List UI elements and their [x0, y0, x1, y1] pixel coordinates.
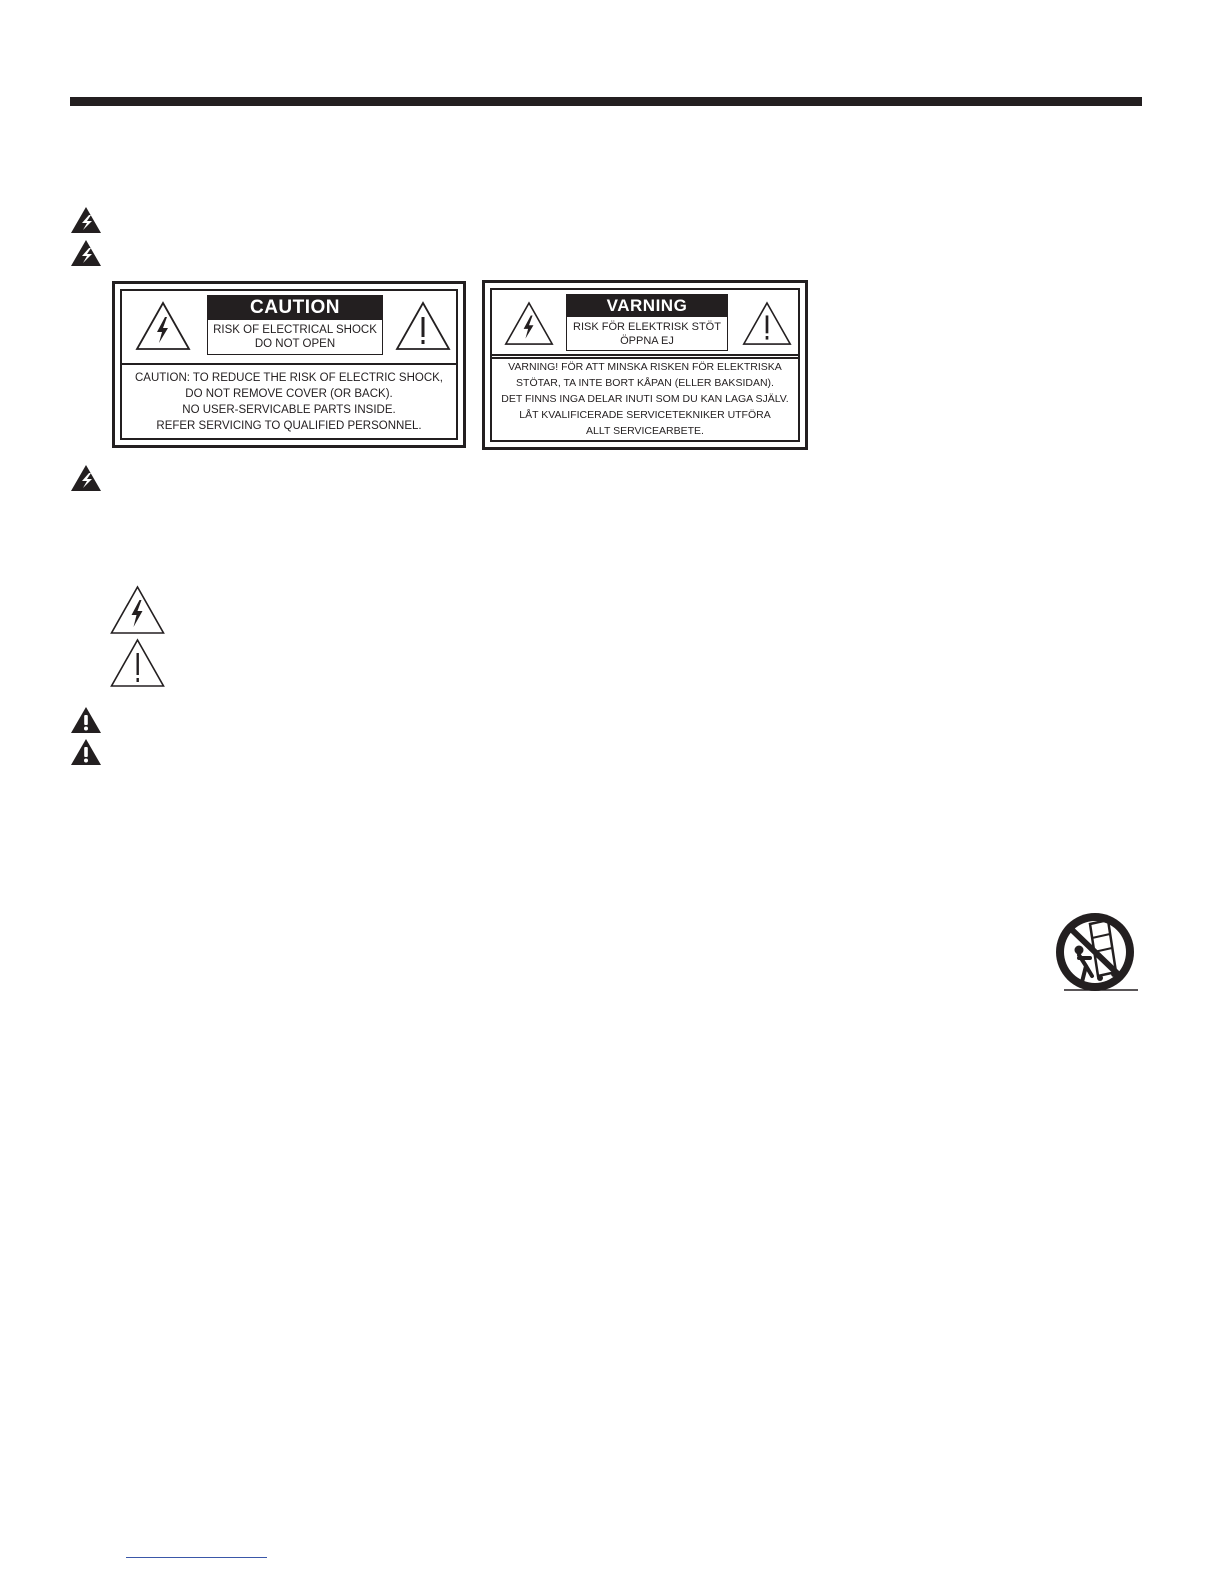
varning-sub-line: ÖPPNA EJ	[620, 335, 674, 347]
caution-body-line: REFER SERVICING TO QUALIFIED PERSONNEL.	[156, 420, 422, 432]
shock-warning-icon	[70, 464, 102, 492]
exclamation-warning-icon	[70, 738, 102, 766]
varning-body-line: STÖTAR, TA INTE BORT KÅPAN (ELLER BAKSIDAN).	[516, 377, 774, 389]
caution-subtext	[207, 320, 383, 355]
exclamation-warning-icon	[70, 706, 102, 734]
exclamation-triangle-icon	[742, 301, 792, 346]
caution-header: CAUTION	[207, 295, 383, 320]
varning-body-line: LÅT KVALIFICERADE SERVICETEKNIKER UTFÖRA	[519, 409, 771, 421]
lightning-triangle-icon	[135, 301, 191, 351]
varning-label-body	[490, 354, 800, 442]
caution-body-line: NO USER-SERVICABLE PARTS INSIDE.	[182, 404, 396, 416]
varning-label-top-panel	[490, 288, 800, 359]
varning-header: VARNING	[566, 294, 728, 317]
varning-sub-line: RISK FÖR ELEKTRISK STÖT	[573, 321, 721, 333]
caution-sub-line: DO NOT OPEN	[254, 338, 336, 350]
varning-label	[482, 280, 808, 450]
caution-label-top-panel	[120, 289, 458, 365]
exclamation-triangle-icon	[395, 301, 451, 351]
caution-label-body	[120, 363, 458, 440]
varning-subtext	[566, 317, 728, 351]
exclamation-symbol-icon	[109, 638, 166, 688]
varning-body-line: DET FINNS INGA DELAR INUTI SOM DU KAN LAGA SJÄLV.	[501, 393, 789, 405]
no-cart-tipover-icon	[1052, 910, 1140, 996]
shock-warning-icon	[70, 239, 102, 267]
varning-body-line: VARNING! FÖR ATT MINSKA RISKEN FÖR ELEKTRISKA	[508, 361, 782, 373]
header-rule	[70, 97, 1142, 106]
lightning-triangle-icon	[504, 301, 554, 346]
caution-sub-line: RISK OF ELECTRICAL SHOCK	[213, 324, 377, 336]
shock-warning-icon	[70, 206, 102, 234]
caution-body-line: CAUTION: TO REDUCE THE RISK OF ELECTRIC SHOCK,	[135, 372, 443, 384]
varning-body-line: ALLT SERVICEARBETE.	[586, 425, 704, 437]
footer-link-underline[interactable]	[126, 1557, 267, 1558]
caution-label	[112, 281, 466, 448]
lightning-symbol-icon	[109, 585, 166, 635]
caution-body-line: DO NOT REMOVE COVER (OR BACK).	[185, 388, 393, 400]
